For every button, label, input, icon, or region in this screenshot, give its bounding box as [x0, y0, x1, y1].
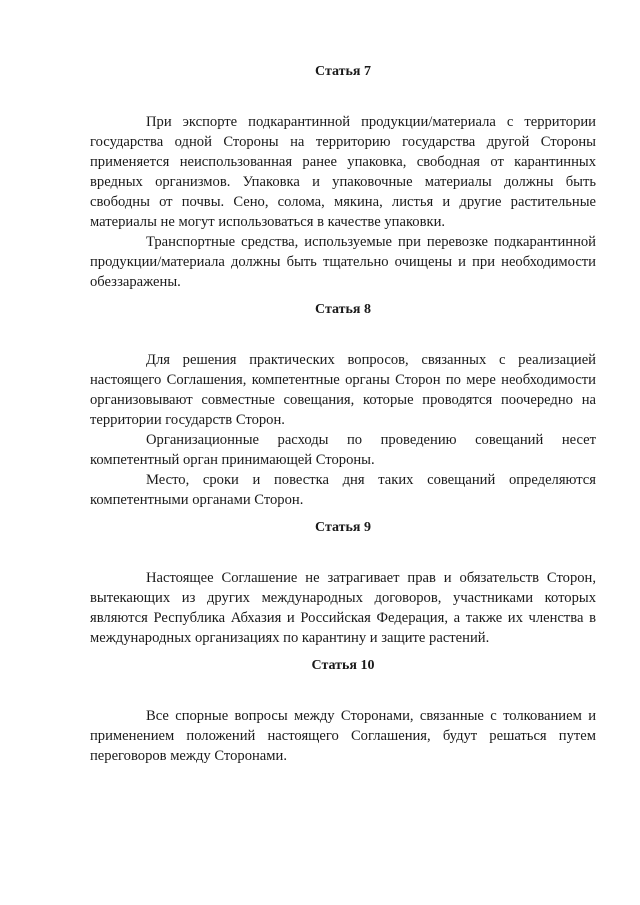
article-body: [90, 112, 596, 292]
paragraph: Место, сроки и повестка дня таких совещаний определяются компетентными органами Сторон.: [90, 472, 596, 508]
article-10: [90, 656, 596, 766]
article-9: [90, 518, 596, 648]
article-heading: Статья 9: [315, 520, 371, 535]
paragraph: Для решения практических вопросов, связанных с реализацией настоящего Соглашения, компетентные органы Сторон по мере необходимости организовывают совместные совещания, которые проводятся поочередно на территории государств Сторон.: [90, 352, 596, 428]
paragraph: Транспортные средства, используемые при перевозке подкарантинной продукции/материала должны быть тщательно очищены и при необходимости обеззаражены.: [90, 234, 596, 290]
paragraph: Настоящее Соглашение не затрагивает прав и обязательств Сторон, вытекающих из других международных договоров, участниками которых являются Республика Абхазия и Российская Федерация, а также их членства в международных организациях по карантину и защите растений.: [90, 570, 596, 646]
article-body: [90, 568, 596, 648]
article-8: [90, 300, 596, 510]
article-body: [90, 706, 596, 766]
article-heading: Статья 7: [315, 64, 371, 79]
article-heading: Статья 8: [315, 302, 371, 317]
paragraph: Организационные расходы по проведению совещаний несет компетентный орган принимающей Стороны.: [90, 432, 596, 468]
article-body: [90, 350, 596, 510]
article-heading: Статья 10: [311, 658, 375, 673]
article-7: [90, 62, 596, 292]
paragraph: Все спорные вопросы между Сторонами, связанные с толкованием и применением положений настоящего Соглашения, будут решаться путем переговоров между Сторонами.: [90, 708, 596, 764]
paragraph: При экспорте подкарантинной продукции/материала с территории государства одной Стороны на территорию государства другой Стороны применяется неиспользованная ранее упаковка, свободная от карантинных вредных организмов. Упаковка и упаковочные материалы должны быть свободны от почвы. Сено, солома, мякина, листья и другие растительные материалы не могут использоваться в качестве упаковки.: [90, 114, 596, 230]
